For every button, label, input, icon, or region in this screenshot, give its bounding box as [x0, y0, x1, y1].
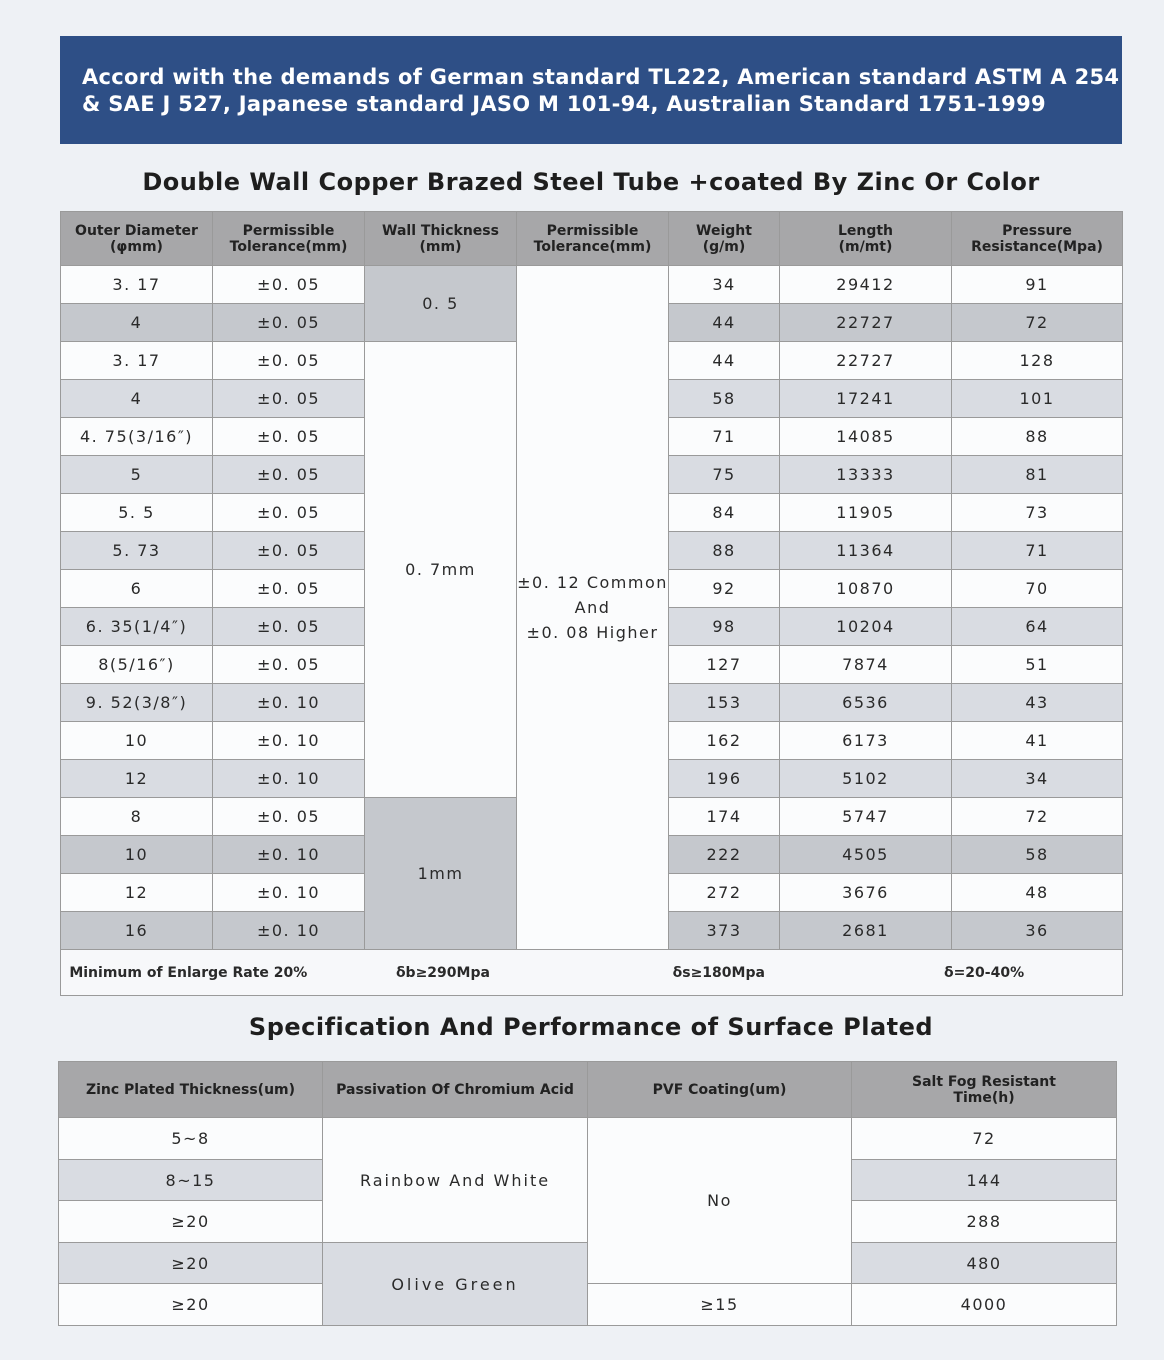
od-cell: 16 [61, 912, 213, 950]
od-tolerance-cell: ±0. 05 [213, 646, 365, 684]
weight-cell: 373 [669, 912, 780, 950]
header-salt-fog: Salt Fog Resistant Time(h) [852, 1062, 1117, 1118]
zinc-thickness-cell: ≥20 [59, 1284, 323, 1326]
od-cell: 10 [61, 722, 213, 760]
length-cell: 6173 [780, 722, 952, 760]
length-cell: 13333 [780, 456, 952, 494]
pressure-cell: 48 [952, 874, 1123, 912]
standards-banner [60, 36, 1122, 144]
pressure-cell: 70 [952, 570, 1123, 608]
od-cell: 9. 52(3/8″) [61, 684, 213, 722]
od-cell: 5. 73 [61, 532, 213, 570]
header-passivation: Passivation Of Chromium Acid [323, 1062, 588, 1118]
pressure-cell: 41 [952, 722, 1123, 760]
tube-table-title: Double Wall Copper Brazed Steel Tube +coated By Zinc Or Color [142, 168, 1040, 196]
od-tolerance-cell: ±0. 10 [213, 912, 365, 950]
pressure-cell: 71 [952, 532, 1123, 570]
od-cell: 3. 17 [61, 342, 213, 380]
plating-header-row [59, 1062, 1117, 1118]
weight-cell: 44 [669, 304, 780, 342]
salt-fog-cell: 480 [852, 1243, 1117, 1284]
od-tolerance-cell: ±0. 10 [213, 836, 365, 874]
weight-cell: 92 [669, 570, 780, 608]
od-cell: 8 [61, 798, 213, 836]
wall-thickness-0-5: 0. 5 [365, 266, 517, 342]
yield-strength-note: δs≥180Mpa [672, 964, 765, 981]
length-cell: 3676 [780, 874, 952, 912]
weight-cell: 34 [669, 266, 780, 304]
salt-fog-cell: 288 [852, 1201, 1117, 1243]
length-cell: 7874 [780, 646, 952, 684]
length-cell: 22727 [780, 304, 952, 342]
od-tolerance-cell: ±0. 05 [213, 266, 365, 304]
header-od-tolerance: Permissible Tolerance(mm) [213, 212, 365, 266]
banner-line-1: Accord with the demands of German standard TL222, American standard ASTM A 254 [82, 65, 1120, 89]
od-cell: 12 [61, 874, 213, 912]
weight-cell: 127 [669, 646, 780, 684]
weight-cell: 196 [669, 760, 780, 798]
header-wall-thickness: Wall Thickness (mm) [365, 212, 517, 266]
weight-cell: 71 [669, 418, 780, 456]
od-cell: 4. 75(3/16″) [61, 418, 213, 456]
od-cell: 10 [61, 836, 213, 874]
od-tolerance-cell: ±0. 05 [213, 532, 365, 570]
length-cell: 10204 [780, 608, 952, 646]
pressure-cell: 64 [952, 608, 1123, 646]
length-cell: 6536 [780, 684, 952, 722]
pressure-cell: 58 [952, 836, 1123, 874]
passivation-olive-green: Olive Green [323, 1243, 588, 1326]
header-pvf-coating: PVF Coating(um) [588, 1062, 852, 1118]
od-tolerance-cell: ±0. 05 [213, 608, 365, 646]
pressure-cell: 34 [952, 760, 1123, 798]
weight-cell: 75 [669, 456, 780, 494]
weight-cell: 153 [669, 684, 780, 722]
wall-thickness-1mm: 1mm [365, 798, 517, 950]
od-cell: 6 [61, 570, 213, 608]
pressure-cell: 51 [952, 646, 1123, 684]
od-tolerance-cell: ±0. 10 [213, 760, 365, 798]
od-tolerance-cell: ±0. 10 [213, 684, 365, 722]
od-tolerance-cell: ±0. 10 [213, 722, 365, 760]
elongation-note: δ=20-40% [943, 964, 1025, 981]
od-cell: 8(5/16″) [61, 646, 213, 684]
pressure-cell: 81 [952, 456, 1123, 494]
pvf-15: ≥15 [588, 1284, 852, 1326]
weight-cell: 222 [669, 836, 780, 874]
tensile-strength-note: δb≥290Mpa [395, 964, 490, 981]
od-cell: 6. 35(1/4″) [61, 608, 213, 646]
length-cell: 10870 [780, 570, 952, 608]
header-outer-diameter: Outer Diameter (φmm) [61, 212, 213, 266]
wall-tolerance-cell: ±0. 12 Common And ±0. 08 Higher [517, 266, 669, 950]
pressure-cell: 128 [952, 342, 1123, 380]
plating-spec-table [58, 1061, 1117, 1326]
zinc-thickness-cell: ≥20 [59, 1201, 323, 1243]
od-cell: 5. 5 [61, 494, 213, 532]
od-tolerance-cell: ±0. 05 [213, 418, 365, 456]
length-cell: 2681 [780, 912, 952, 950]
length-cell: 22727 [780, 342, 952, 380]
pressure-cell: 91 [952, 266, 1123, 304]
od-cell: 12 [61, 760, 213, 798]
pressure-cell: 36 [952, 912, 1123, 950]
od-tolerance-cell: ±0. 05 [213, 494, 365, 532]
tube-header-row [61, 212, 1123, 266]
mechanical-properties-row [61, 950, 1123, 996]
pressure-cell: 72 [952, 304, 1123, 342]
salt-fog-cell: 72 [852, 1118, 1117, 1160]
enlarge-rate-note: Minimum of Enlarge Rate 20% [69, 964, 308, 981]
od-cell: 4 [61, 304, 213, 342]
header-weight: Weight (g/m) [669, 212, 780, 266]
table-row [61, 266, 1123, 304]
weight-cell: 272 [669, 874, 780, 912]
length-cell: 17241 [780, 380, 952, 418]
header-zinc-thickness: Zinc Plated Thickness(um) [59, 1062, 323, 1118]
tube-spec-table [60, 211, 1123, 996]
length-cell: 5747 [780, 798, 952, 836]
length-cell: 4505 [780, 836, 952, 874]
od-cell: 5 [61, 456, 213, 494]
od-tolerance-cell: ±0. 05 [213, 798, 365, 836]
zinc-thickness-cell: ≥20 [59, 1243, 323, 1284]
banner-line-2: & SAE J 527, Japanese standard JASO M 101-94, Australian Standard 1751-1999 [82, 92, 1046, 116]
od-tolerance-cell: ±0. 05 [213, 304, 365, 342]
header-pressure: Pressure Resistance(Mpa) [952, 212, 1123, 266]
pvf-no: No [588, 1118, 852, 1284]
weight-cell: 162 [669, 722, 780, 760]
weight-cell: 174 [669, 798, 780, 836]
zinc-thickness-cell: 5~8 [59, 1118, 323, 1160]
length-cell: 14085 [780, 418, 952, 456]
table-row [59, 1284, 1117, 1326]
pressure-cell: 101 [952, 380, 1123, 418]
weight-cell: 98 [669, 608, 780, 646]
plating-table-title: Specification And Performance of Surface Plated [248, 1013, 934, 1041]
od-tolerance-cell: ±0. 05 [213, 380, 365, 418]
passivation-rainbow-white: Rainbow And White [323, 1118, 588, 1243]
length-cell: 5102 [780, 760, 952, 798]
od-cell: 4 [61, 380, 213, 418]
weight-cell: 44 [669, 342, 780, 380]
od-tolerance-cell: ±0. 05 [213, 570, 365, 608]
zinc-thickness-cell: 8~15 [59, 1160, 323, 1201]
od-cell: 3. 17 [61, 266, 213, 304]
header-length: Length (m/mt) [780, 212, 952, 266]
od-tolerance-cell: ±0. 05 [213, 456, 365, 494]
salt-fog-cell: 4000 [852, 1284, 1117, 1326]
pressure-cell: 43 [952, 684, 1123, 722]
weight-cell: 84 [669, 494, 780, 532]
od-tolerance-cell: ±0. 10 [213, 874, 365, 912]
weight-cell: 58 [669, 380, 780, 418]
pressure-cell: 88 [952, 418, 1123, 456]
header-wall-tolerance: Permissible Tolerance(mm) [517, 212, 669, 266]
length-cell: 11905 [780, 494, 952, 532]
od-tolerance-cell: ±0. 05 [213, 342, 365, 380]
weight-cell: 88 [669, 532, 780, 570]
table-row [59, 1118, 1117, 1160]
wall-thickness-0-7: 0. 7mm [365, 342, 517, 798]
pressure-cell: 73 [952, 494, 1123, 532]
pressure-cell: 72 [952, 798, 1123, 836]
length-cell: 11364 [780, 532, 952, 570]
salt-fog-cell: 144 [852, 1160, 1117, 1201]
length-cell: 29412 [780, 266, 952, 304]
